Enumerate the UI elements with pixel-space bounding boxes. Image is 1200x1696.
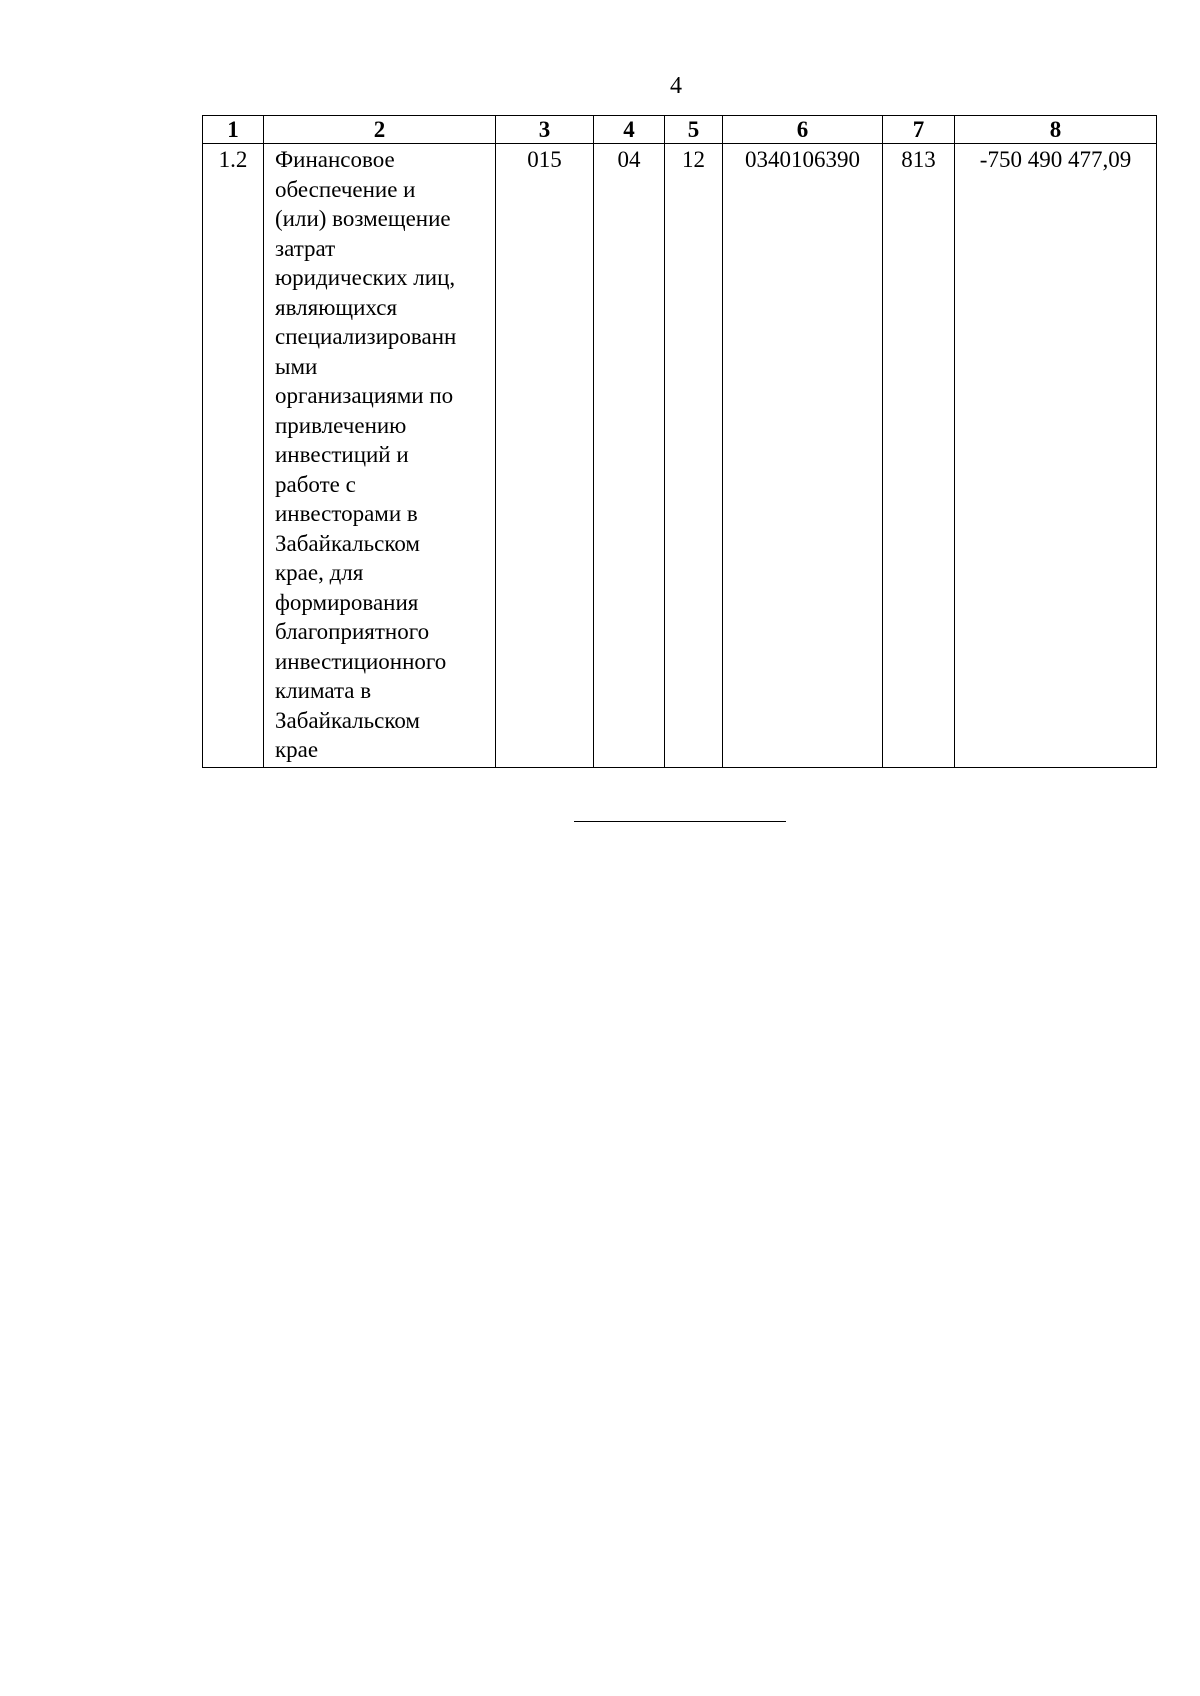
column-3-cell: 015 (496, 144, 594, 768)
column-header-8: 8 (955, 116, 1157, 144)
column-header-4: 4 (594, 116, 665, 144)
column-4-cell: 04 (594, 144, 665, 768)
column-6-cell: 0340106390 (723, 144, 883, 768)
column-header-1: 1 (203, 116, 264, 144)
row-number-cell: 1.2 (203, 144, 264, 768)
amount-cell: -750 490 477,09 (955, 144, 1157, 768)
column-header-2: 2 (264, 116, 496, 144)
table-row (203, 144, 1157, 768)
end-of-document-rule (574, 821, 786, 822)
table-header-row (203, 116, 1157, 144)
column-header-5: 5 (665, 116, 723, 144)
budget-table (202, 115, 1157, 768)
description-cell: Финансовое обеспечение и (или) возмещение затрат юридических лиц, являющихся специализированн ыми организациями по привлечению инвестиций и работе с инвесторами в Забайкальском крае, для формирования благоприятного инвестиционного климата в Забайкальском крае (264, 144, 496, 768)
column-7-cell: 813 (883, 144, 955, 768)
column-header-7: 7 (883, 116, 955, 144)
page-number: 4 (670, 73, 682, 99)
column-header-3: 3 (496, 116, 594, 144)
column-header-6: 6 (723, 116, 883, 144)
column-5-cell: 12 (665, 144, 723, 768)
